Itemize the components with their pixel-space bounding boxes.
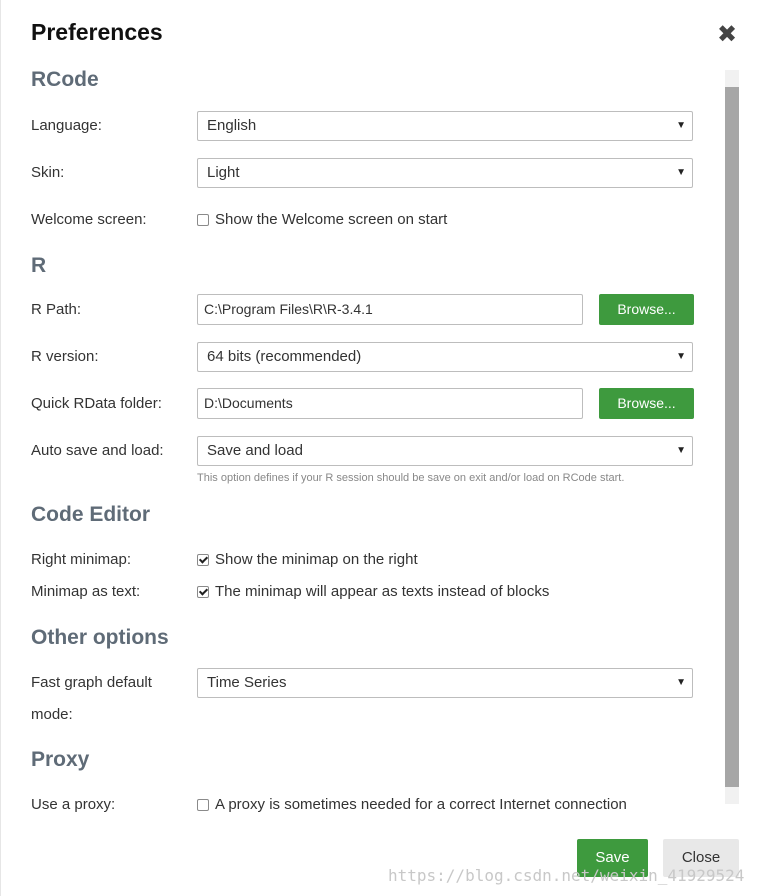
language-select[interactable] [197, 111, 693, 141]
dropdown-arrow-icon: ▼ [676, 120, 686, 131]
fast-graph-label-line1: Fast graph default [31, 674, 152, 691]
r-path-browse-button[interactable]: Browse... [599, 294, 694, 325]
autosave-label: Auto save and load: [31, 442, 164, 459]
right-minimap-checkbox[interactable] [197, 554, 209, 566]
minimap-as-text-checkbox[interactable] [197, 586, 209, 598]
fast-graph-label-line2: mode: [31, 706, 73, 723]
welcome-checkbox[interactable] [197, 214, 209, 226]
dialog-left-edge [0, 0, 1, 896]
use-proxy-checkbox-row[interactable] [197, 795, 627, 815]
autosave-hint: This option defines if your R session should be save on exit and/or load on RCode start. [197, 472, 625, 484]
fast-graph-select[interactable] [197, 668, 693, 698]
right-minimap-checkbox-row[interactable] [197, 550, 418, 570]
section-code-editor: Code Editor [31, 503, 150, 526]
minimap-as-text-checkbox-text: The minimap will appear as texts instead of blocks [215, 583, 550, 600]
use-proxy-label: Use a proxy: [31, 796, 116, 813]
skin-select-value: Light [207, 164, 240, 181]
welcome-label: Welcome screen: [31, 211, 147, 228]
watermark-text: https://blog.csdn.net/weixin_41929524 [388, 866, 745, 885]
rdata-folder-input[interactable]: D:\Documents [197, 388, 583, 419]
r-path-input[interactable]: C:\Program Files\R\R-3.4.1 [197, 294, 583, 325]
save-button[interactable]: Save [577, 839, 648, 877]
use-proxy-checkbox-text: A proxy is sometimes needed for a correct Internet connection [215, 796, 627, 813]
close-icon[interactable]: ✖ [716, 21, 738, 48]
dropdown-arrow-icon: ▼ [676, 351, 686, 362]
autosave-select[interactable] [197, 436, 693, 466]
rdata-folder-label: Quick RData folder: [31, 395, 162, 412]
section-other-options: Other options [31, 626, 169, 649]
language-label: Language: [31, 117, 102, 134]
minimap-as-text-label: Minimap as text: [31, 583, 141, 600]
fast-graph-select-value: Time Series [207, 674, 287, 691]
section-proxy: Proxy [31, 748, 90, 771]
dialog-title: Preferences [31, 19, 163, 45]
minimap-as-text-checkbox-row[interactable] [197, 582, 549, 602]
use-proxy-checkbox[interactable] [197, 799, 209, 811]
rdata-folder-browse-button[interactable]: Browse... [599, 388, 694, 419]
welcome-checkbox-row[interactable] [197, 210, 447, 230]
autosave-select-value: Save and load [207, 442, 303, 459]
language-select-value: English [207, 117, 257, 134]
skin-label: Skin: [31, 164, 65, 181]
dropdown-arrow-icon: ▼ [676, 445, 686, 456]
scrollbar-thumb[interactable] [725, 87, 739, 787]
right-minimap-checkbox-text: Show the minimap on the right [215, 551, 418, 568]
right-minimap-label: Right minimap: [31, 551, 132, 568]
r-path-label: R Path: [31, 301, 82, 318]
skin-select[interactable] [197, 158, 693, 188]
dropdown-arrow-icon: ▼ [676, 167, 686, 178]
close-button[interactable]: Close [663, 839, 739, 877]
section-rcode: RCode [31, 68, 99, 91]
welcome-checkbox-text: Show the Welcome screen on start [215, 211, 448, 228]
section-r: R [31, 254, 47, 277]
dropdown-arrow-icon: ▼ [676, 677, 686, 688]
r-version-select-value: 64 bits (recommended) [207, 348, 362, 365]
r-version-select[interactable] [197, 342, 693, 372]
r-version-label: R version: [31, 348, 99, 365]
